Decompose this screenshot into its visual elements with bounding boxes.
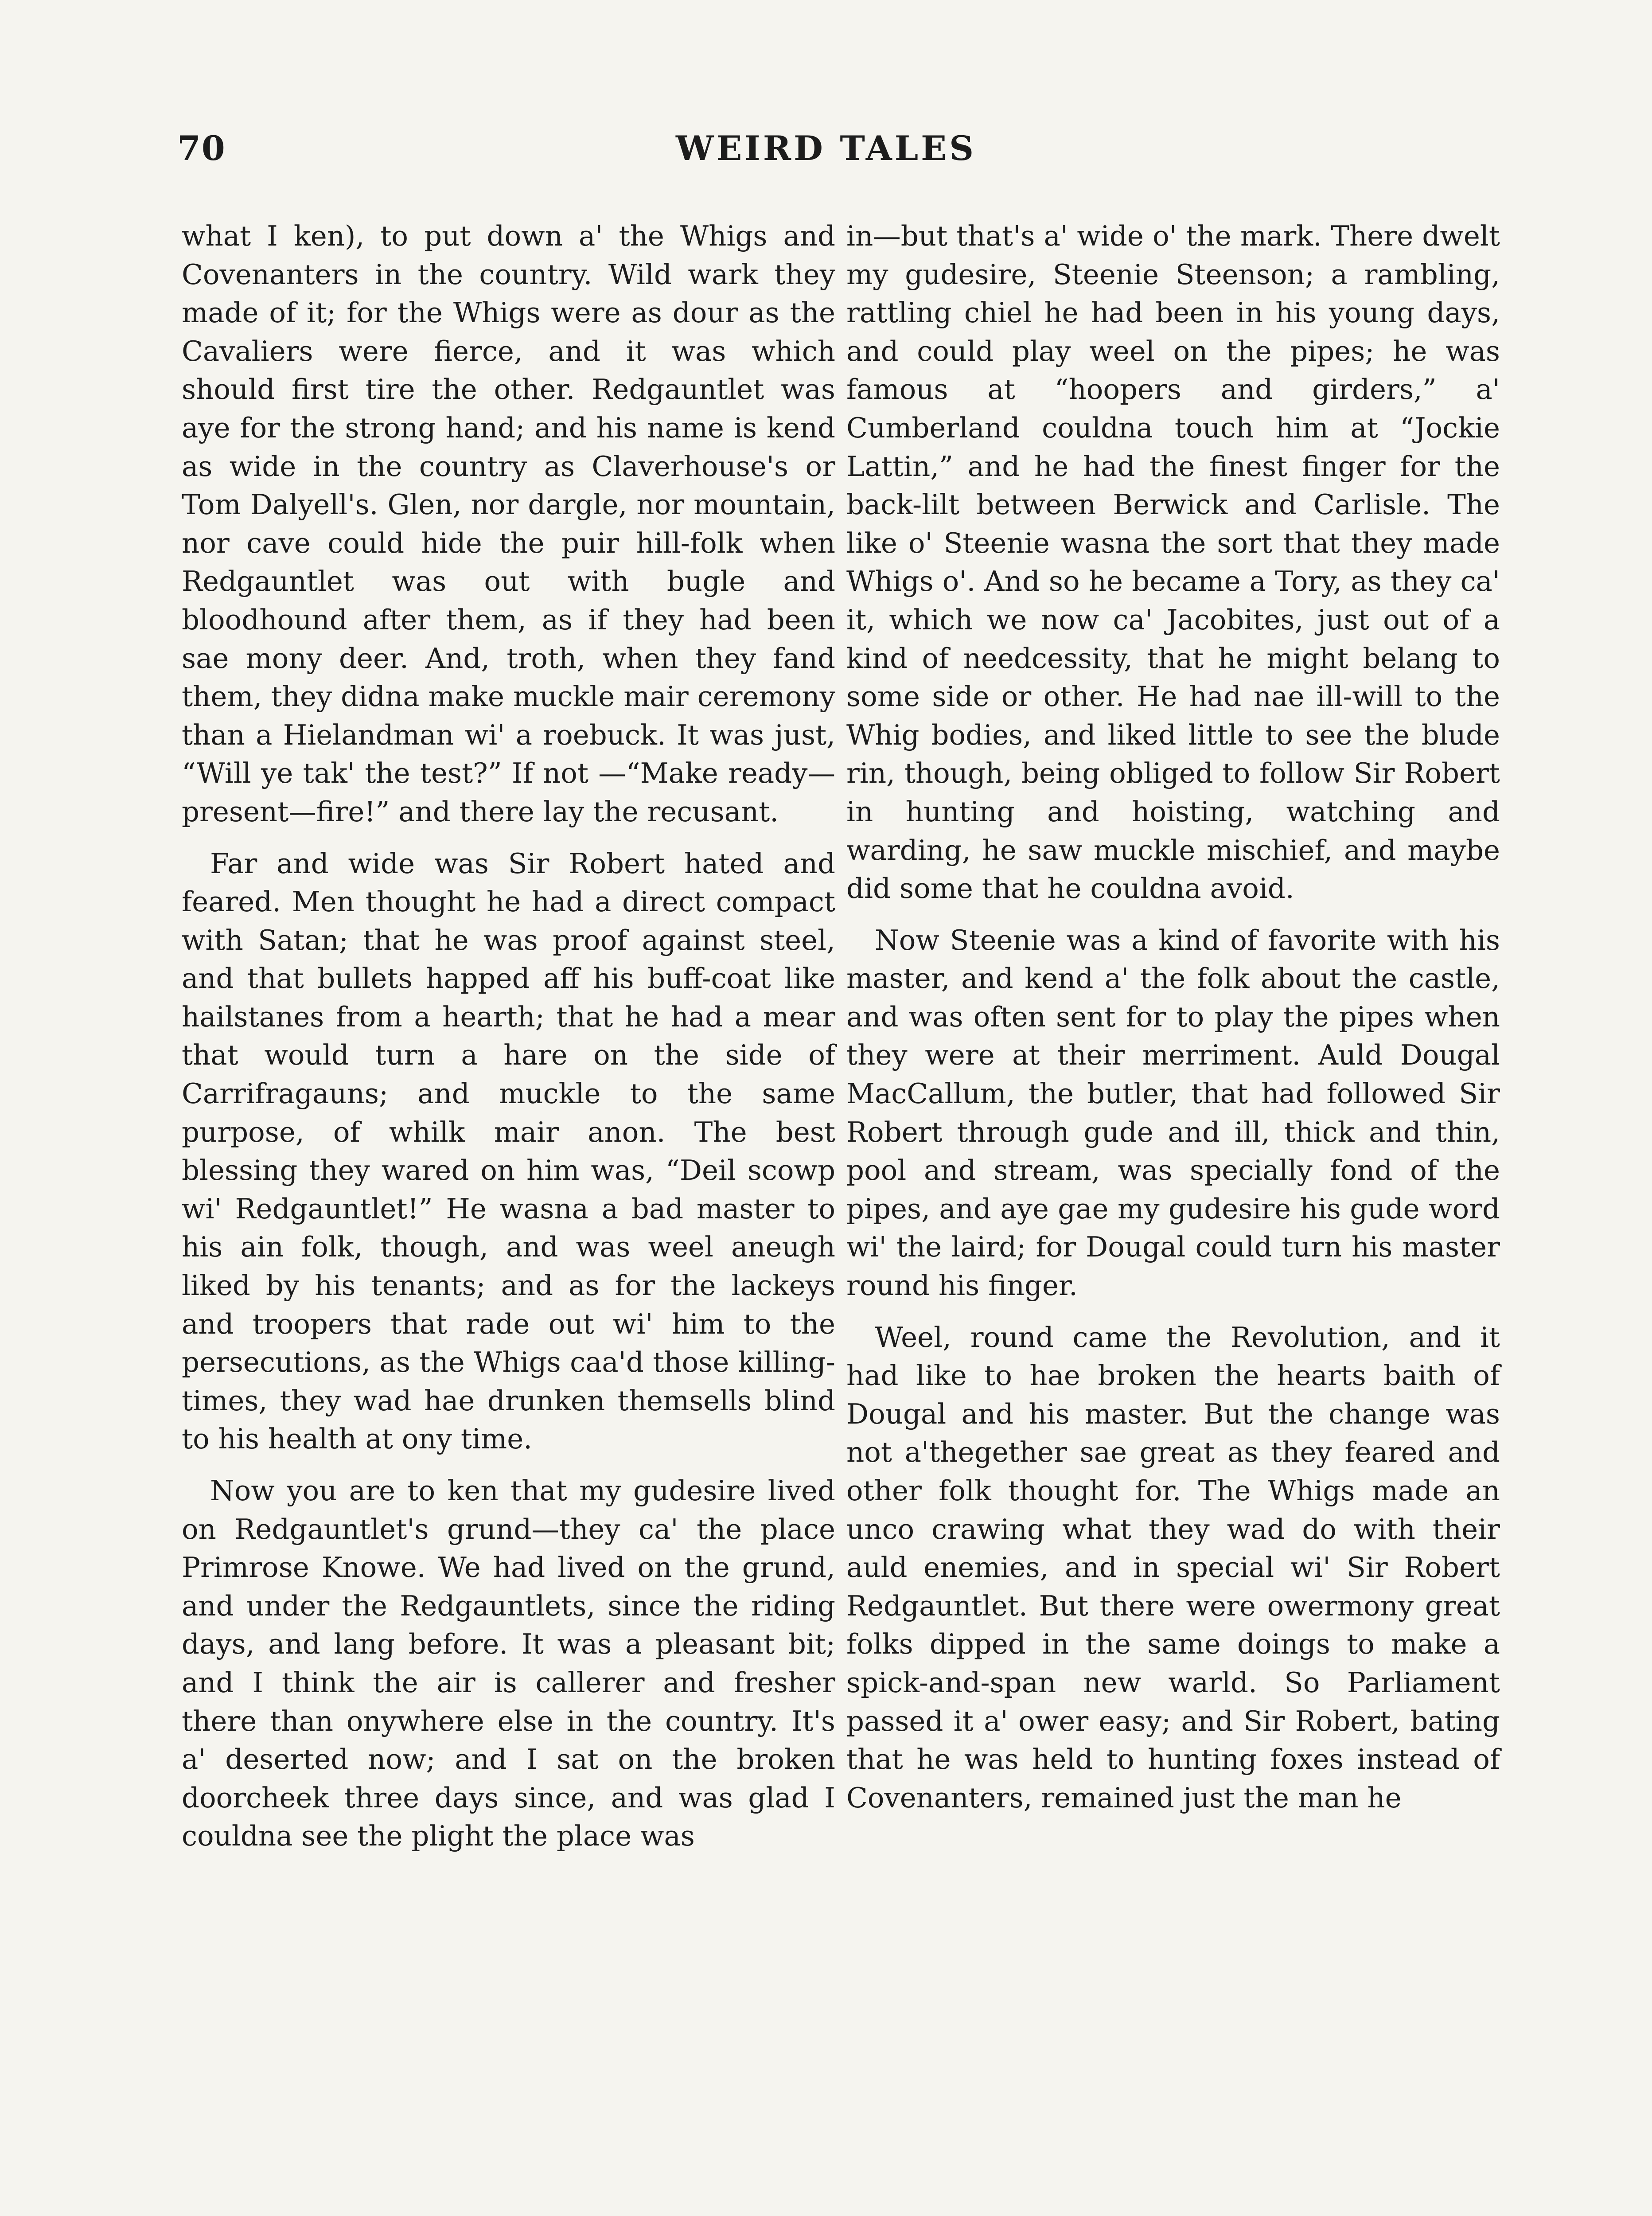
page-header xyxy=(0,129,1652,177)
paragraph-continued: what I ken), to put down a' the Whigs and Covenanters in the country. Wild wark they made of it; for the Whigs were as dour as the Cavaliers were fierce, and it was which should first tire the other. Redgauntlet was aye for the strong hand; and his name is kend as wide in the country as Claverhouse's or Tom Dalyell's. Glen, nor dargle, nor mountain, nor cave could hide the puir hill-folk when Redgauntlet was out with bugle and bloodhound after them, as if they had been sae mony deer. And, troth, when they fand them, they didna make muckle mair ceremony than a Hielandman wi' a roebuck. It was just, “Will ye tak' the test?” If not —“Make ready—present—fire!” and there lay the recusant. xyxy=(182,220,835,828)
page-number: 70 xyxy=(177,129,226,168)
right-column xyxy=(846,217,1500,1830)
left-column xyxy=(182,217,835,1869)
paragraph: Weel, round came the Revolution, and it had like to hae broken the hearts baith of Dougal and his master. But the change was not a'thegether sae great as they feared and other folk thought for. The Whigs made an unco crawing what they wad do with their auld enemies, and in special wi' Sir Robert Redgauntlet. But there were owermony great folks dipped in the same doings to make a spick-and-span new warld. So Parliament passed it a' ower easy; and Sir Robert, bating that he was held to hunting foxes instead of Covenanters, remained just the man he xyxy=(846,1321,1500,1814)
paragraph-continued: in—but that's a' wide o' the mark. There dwelt my gudesire, Steenie Steenson; a rambling, rattling chiel he had been in his young days, and could play weel on the pipes; he was famous at “hoopers and girders,” a' Cumberland couldna touch him at “Jockie Lattin,” and he had the finest finger for the back-lilt between Berwick and Carlisle. The like o' Steenie wasna the sort that they made Whigs o'. And so he became a Tory, as they ca' it, which we now ca' Jacobites, just out of a kind of needcessity, that he might belang to some side or other. He had nae ill-will to the Whig bodies, and liked little to see the blude rin, though, being obliged to follow Sir Robert in hunting and hoisting, watching and warding, he saw muckle mischief, and maybe did some that he couldna avoid. xyxy=(846,220,1500,905)
paragraph: Now you are to ken that my gudesire lived on Redgauntlet's grund—they ca' the place Primrose Knowe. We had lived on the grund, and under the Redgauntlets, since the riding days, and lang before. It was a pleasant bit; and I think the air is callerer and fresher there than onywhere else in the country. It's a' deserted now; and I sat on the broken doorcheek three days since, and was glad I couldna see the plight the place was xyxy=(182,1475,835,1853)
paragraph: Far and wide was Sir Robert hated and feared. Men thought he had a direct compact with Satan; that he was proof against steel, and that bullets happed aff his buff-coat like hailstanes from a hearth; that he had a mear that would turn a hare on the side of Carrifragauns; and muckle to the same purpose, of whilk mair anon. The best blessing they wared on him was, “Deil scowp wi' Redgauntlet!” He wasna a bad master to his ain folk, though, and was weel aneugh liked by his tenants; and as for the lackeys and troopers that rade out wi' him to the persecutions, as the Whigs caa'd those killing-times, they wad hae drunken themsells blind to his health at ony time. xyxy=(182,847,835,1455)
paragraph: Now Steenie was a kind of favorite with his master, and kend a' the folk about the castle, and was often sent for to play the pipes when they were at their merriment. Auld Dougal MacCallum, the butler, that had followed Sir Robert through gude and ill, thick and thin, pool and stream, was specially fond of the pipes, and aye gae my gudesire his gude word wi' the laird; for Dougal could turn his master round his finger. xyxy=(846,924,1500,1302)
running-title: WEIRD TALES xyxy=(676,129,976,168)
